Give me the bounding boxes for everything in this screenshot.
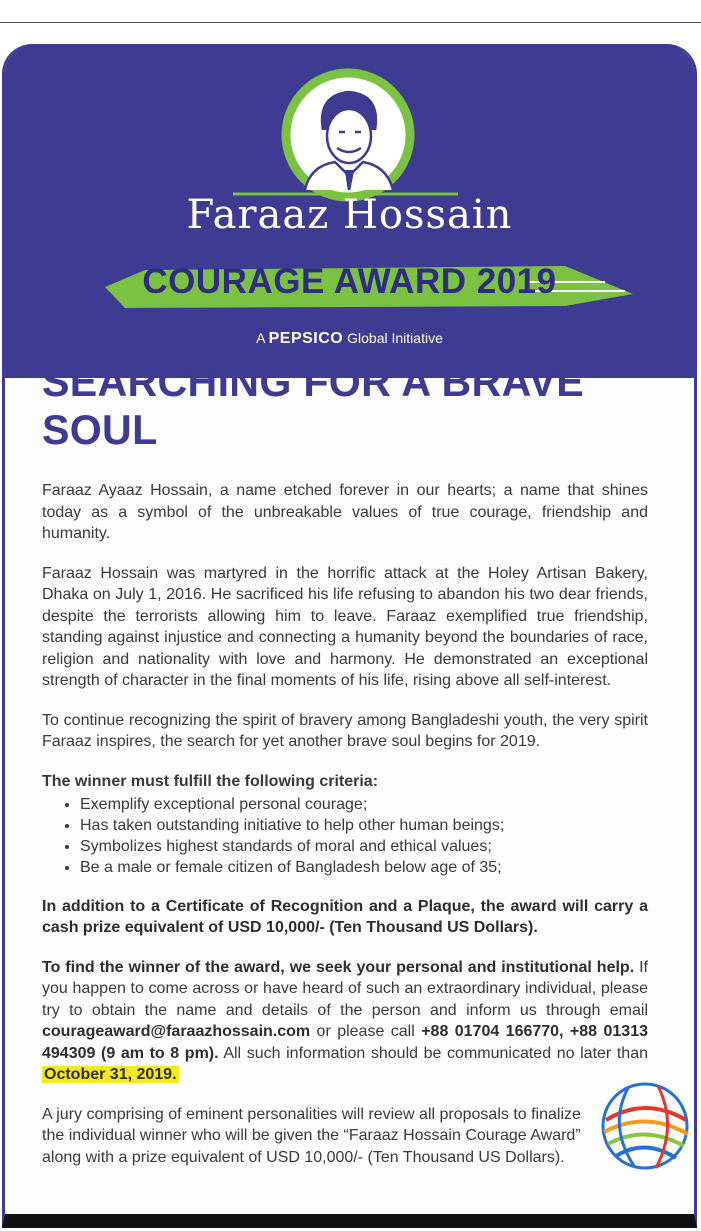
criteria-list — [42, 794, 648, 878]
initiative-suffix: Global Initiative — [347, 330, 443, 346]
criteria-item: • Symbolizes highest standards of moral and ethical values; — [80, 836, 648, 857]
prize-paragraph: In addition to a Certificate of Recognition and a Plaque, the award will carry a cash prize equivalent of USD 10,000/- (Ten Thousand US Dollars). — [42, 897, 648, 936]
criteria-title: The winner must fulfill the following criteria: — [42, 772, 379, 790]
contact-phones[interactable]: +88 01704 166770, +88 01313 494309 (9 am to 8 pm). — [42, 1023, 648, 1062]
contact-lead: To find the winner of the award, we seek your personal and institutional help. — [42, 958, 635, 976]
headline: SEARCHING FOR A BRAVE SOUL — [42, 358, 585, 453]
article-body — [42, 358, 648, 1186]
contact-text-2: or please call — [310, 1023, 422, 1040]
deadline-highlight: October 31, 2019. — [44, 1066, 177, 1083]
criteria-item: • Exemplify exceptional personal courage; — [80, 794, 648, 815]
award-title: COURAGE AWARD 2019 — [142, 262, 557, 301]
initiative-prefix: A — [256, 330, 265, 346]
history-paragraph: Faraaz Hossain was martyred in the horrific attack at the Holey Artisan Bakery, Dhaka on July 1, 2016. He sacrificed his life refusing to abandon his two dear friends, despite the terrorists allowing him to leave. Faraaz exemplified true friendship, standing against injustice and connecting a humanity beyond the boundaries of race, religion and nationality with love and harmony. He demonstrated an exceptional strength of character in the final moments of his life, rising above all self-interest. — [42, 564, 648, 689]
jury-paragraph: A jury comprising of eminent personalities will review all proposals to finalize the individual winner who will be given the “Faraaz Hossain Courage Award” along with a prize equivalent of USD 10,000/- (Ten Thousand US Dollars). — [42, 1105, 581, 1166]
search-paragraph: To continue recognizing the spirit of bravery among Bangladeshi youth, the very spirit Faraaz inspires, the search for yet another brave soul begins for 2019. — [42, 711, 648, 750]
pepsico-wordmark: PEPSICO — [268, 330, 344, 347]
criteria-item: • Be a male or female citizen of Bangladesh below age of 35; — [80, 857, 648, 878]
top-rule — [0, 22, 701, 23]
award-header — [5, 44, 694, 378]
pepsico-globe-icon — [598, 1076, 694, 1176]
contact-text-1: If you happen to come across or have heard of such an extraordinary individual, please try to obtain the name and details of the person and inform us through email — [42, 958, 648, 1019]
contact-email[interactable]: courageaward@faraazhossain.com — [42, 1023, 311, 1040]
contact-paragraph — [42, 957, 648, 1086]
initiative-line — [5, 330, 694, 348]
intro-paragraph: Faraaz Ayaaz Hossain, a name etched forever in our hearts; a name that shines today as a symbol of the unbreakable values of true courage, friendship and humanity. — [42, 482, 648, 542]
criteria-item: • Has taken outstanding initiative to help other human beings; — [80, 815, 648, 836]
contact-text-3: All such information should be communicated no later than — [218, 1044, 649, 1062]
brand-name: Faraaz Hossain — [186, 192, 513, 238]
